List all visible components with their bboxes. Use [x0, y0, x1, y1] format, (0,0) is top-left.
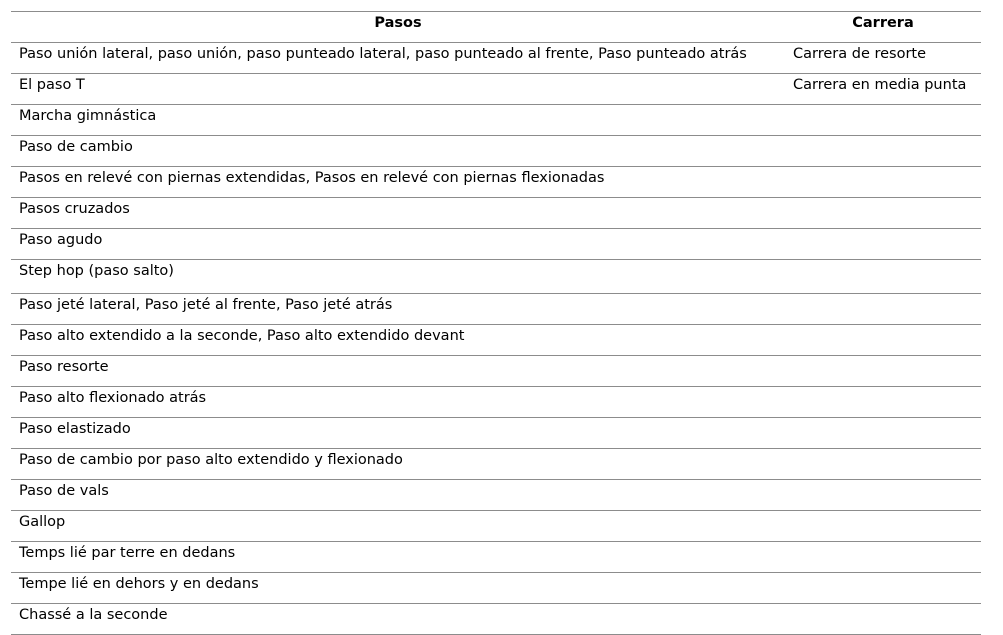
cell-carrera: Carrera de resorte [785, 43, 981, 74]
cell-carrera [785, 573, 981, 604]
cell-carrera [785, 480, 981, 511]
cell-carrera [785, 542, 981, 573]
table-row [11, 43, 981, 74]
cell-pasos: Gallop [11, 511, 785, 542]
cell-carrera [785, 136, 981, 167]
table-header-row [11, 12, 981, 43]
table-row [11, 356, 981, 387]
table-row [11, 260, 981, 294]
cell-pasos: Paso alto flexionado atrás [11, 387, 785, 418]
table-row [11, 604, 981, 635]
cell-pasos: Chassé a la seconde [11, 604, 785, 635]
table-row [11, 294, 981, 325]
cell-carrera [785, 356, 981, 387]
table-row [11, 105, 981, 136]
cell-carrera [785, 167, 981, 198]
cell-pasos: Pasos cruzados [11, 198, 785, 229]
cell-carrera [785, 511, 981, 542]
cell-carrera [785, 294, 981, 325]
table-row [11, 511, 981, 542]
cell-pasos: El paso T [11, 74, 785, 105]
table-row [11, 573, 981, 604]
cell-pasos: Paso resorte [11, 356, 785, 387]
cell-carrera [785, 105, 981, 136]
table-row [11, 167, 981, 198]
cell-carrera [785, 418, 981, 449]
table-row [11, 480, 981, 511]
cell-pasos: Step hop (paso salto) [11, 260, 785, 294]
cell-carrera [785, 229, 981, 260]
header-carrera: Carrera [785, 12, 981, 43]
cell-pasos: Paso elastizado [11, 418, 785, 449]
cell-carrera [785, 198, 981, 229]
table-row [11, 387, 981, 418]
table-row [11, 542, 981, 573]
table-row [11, 418, 981, 449]
steps-table-container [11, 11, 981, 635]
cell-pasos: Pasos en relevé con piernas extendidas, Pasos en relevé con piernas flexionadas [11, 167, 785, 198]
cell-carrera [785, 604, 981, 635]
cell-carrera [785, 449, 981, 480]
cell-pasos: Paso alto extendido a la seconde, Paso alto extendido devant [11, 325, 785, 356]
cell-pasos: Temps lié par terre en dedans [11, 542, 785, 573]
table-row [11, 136, 981, 167]
cell-pasos: Marcha gimnástica [11, 105, 785, 136]
table-row [11, 325, 981, 356]
steps-table [11, 11, 981, 635]
cell-pasos: Paso agudo [11, 229, 785, 260]
cell-carrera: Carrera en media punta [785, 74, 981, 105]
cell-pasos: Paso de vals [11, 480, 785, 511]
table-row [11, 229, 981, 260]
cell-pasos: Paso de cambio [11, 136, 785, 167]
table-row [11, 74, 981, 105]
cell-carrera [785, 325, 981, 356]
header-pasos: Pasos [11, 12, 785, 43]
table-row [11, 198, 981, 229]
cell-pasos: Paso de cambio por paso alto extendido y flexionado [11, 449, 785, 480]
cell-carrera [785, 260, 981, 294]
cell-carrera [785, 387, 981, 418]
cell-pasos: Paso unión lateral, paso unión, paso punteado lateral, paso punteado al frente, Paso punteado atrás [11, 43, 785, 74]
table-row [11, 449, 981, 480]
cell-pasos: Paso jeté lateral, Paso jeté al frente, Paso jeté atrás [11, 294, 785, 325]
cell-pasos: Tempe lié en dehors y en dedans [11, 573, 785, 604]
